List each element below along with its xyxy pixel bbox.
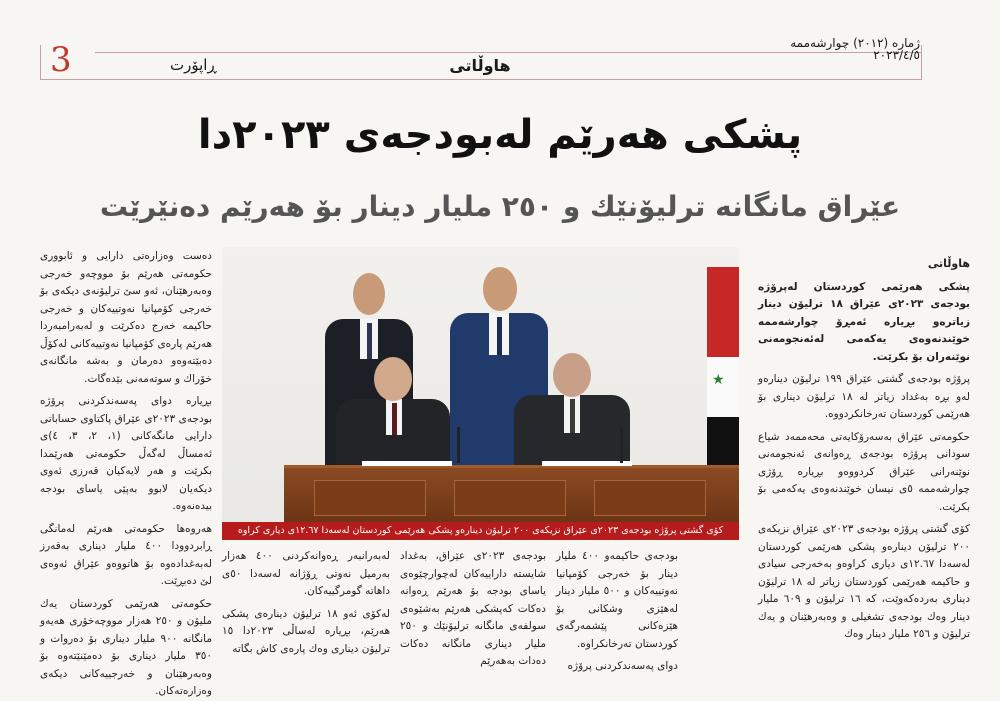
- paragraph: لەبەرانبەر ڕەوانەکردنی ٤٠٠ هەزار بەرمیل نەوتی ڕۆژانه لەسەدا ٥٠ی داهاته گومرگییەکان.: [222, 550, 390, 597]
- article-column-bottom-1: [556, 548, 678, 672]
- paragraph: دوای پەسەندکردنی پرۆژه: [567, 660, 678, 672]
- document-paper: [542, 461, 632, 466]
- article-column-bottom-3: [222, 548, 390, 655]
- section-name: ڕاپۆرت: [170, 56, 217, 74]
- article-column-right: [758, 255, 970, 650]
- issue-info: ژماره (٢٠١٢) چوارشەممه: [790, 36, 920, 50]
- byline: هاوڵاتی: [927, 257, 970, 270]
- header-rule-top: [95, 52, 922, 53]
- masthead-logo: هاوڵاتی: [449, 56, 511, 75]
- news-photo: [222, 247, 739, 522]
- paragraph: حکومەتی هەرێمی کوردستان یەك ملیۆن و ٢٥٠ هەزار مووچەخۆری هەیەو مانگانه ٩٠٠ ملیار دیناری بۆ دەروات و ٣٥٠ ملیار دیناری بۆ دەمێنێتەوه بۆ وەبەرهێنان و خەرجییەکانی دیکەی وەزارەتەکان.: [40, 597, 212, 697]
- header-rule-left: [40, 45, 41, 80]
- paragraph: بودجەی ٢٠٢٣ی عێراق، بەغداد شایسته داراییەکان لەچوارچێوەی یاسای بودجه بۆ هەرێم ڕەوانه دەکات که‌پشکی هەرێم بەشێوەی سولفەی مانگانه ترلیۆنێك و ٢٥٠ ملیار دیناری مانگانه دەکات دەدات به‌هەرێم: [400, 550, 546, 667]
- paragraph: کۆی گشتی پرۆژه بودجەی ٢٠٢٣ی عێراق نزیکەی ٢٠٠ ترلیۆن دیناره‌و پشکی هەرێمی کوردستان لەسەدا ١٢.٦٧ی دیاری کراوەو بەخەرجی سیادی و حاکیمه هەرێمی کوردستان زیاتر له ١٨ ترلیۆن دیناری بەرده‌کەوێت، که ١٦ ترلیۆن و ٦٠٩ ملیار دینار وەك بودجەی تشغیلی و وەبەرهێنان و یەك ترلیۆن و ٢٥٦ ملیار دینار وەك: [758, 523, 970, 640]
- article-column-left: [40, 248, 213, 697]
- lead-paragraph: پشکی هەرێمی کوردستان لەپرۆژه بودجەی ٢٠٢٣ی عێراق ١٨ ترلیۆن دینار زیاتره‌و بڕیاره ئەمڕۆ چوارشەممه خوێندنەوەی یەکەمی لەئەنجومەنی نوێنەران بۆ بکرێت.: [758, 280, 970, 363]
- signing-desk: [284, 465, 739, 525]
- paragraph: بڕیاره دوای پەسەندکردنی پرۆژه بودجەی ٢٠٢٣ی عێراق پاکتاوی حساباتی دارایی مانگەکانی (١، ٢، ٣، ٤)ی ئەمساڵ لەگەڵ حکومەتی هەرێمدا بکرێت و هەر لایەکیان قەرزی ئەوی دیکەیان لابوو بەپێی یاسای بودجه بیدەنەوه.: [40, 395, 213, 512]
- paragraph: پرۆژه بودجەی گشتی عێراق ١٩٩ ترلیۆن دیناره‌و لەو بڕه بەغداد زیاتر له ١٨ ترلیۆن دیناری بۆ هەرێمی کوردستان تەرخانکردووه.: [758, 373, 970, 420]
- paragraph: حکومەتی عێراق بەسەرۆکایەتی محەممەد شیاع سودانی پرۆژه بودجەی ڕەوانەی ئەنجومەنی نوێنەرانی عێراق کردووەو بڕیاره ڕۆژی چوارشەممه ٥ی نیسان خوێندنەوەی یەکەمی بۆ بکرێت.: [758, 430, 970, 513]
- header-rule-right: [921, 45, 922, 80]
- flag-stripe-black: [707, 417, 739, 465]
- article-column-bottom-2: [400, 548, 546, 667]
- header-rule-bottom: [40, 79, 922, 80]
- microphone-icon: [620, 427, 623, 463]
- subheadline: عێراق مانگانه ترلیۆنێك و ٢٥٠ ملیار دینار بۆ هەرێم دەنێرێت: [99, 190, 901, 223]
- paragraph: لەکۆی ئەو ١٨ ترلیۆن دینارەی پشکی هەرێم، بڕیاره لەساڵی ٢٠٢٣دا ١٥ ترلیۆن دیناری وەك پارەی کاش بگاته: [222, 607, 390, 655]
- photo-caption: کۆی گشتی پرۆژه بودجه‌ی ٢٠٢٣ی عێراق نزیکه‌ی ٢٠٠ ترلیۆن دیناره‌و پشکی هەرێمی کوردستان لەسەدا ١٢.٦٧ی دیاری کراوه: [222, 522, 739, 540]
- paragraph: هەروەها حکومەتی هەرێم لەمانگی ڕابردوودا ٤٠٠ ملیار دیناری بەقەرز لەبەغدادەوه بۆ هاتووەو عێراق ئەوەی لێ دەبڕێت.: [40, 522, 212, 587]
- issue-date: ٢٠٢٣/٤/٥: [873, 48, 920, 62]
- paragraph: بودجەی حاکیمه‌و ٤٠٠ ملیار دینار بۆ خەرجی کۆمپانیا نەوتییەکان و ٥٠٠ ملیار دینار لەهێزی وشکانی بۆ هێزەکانی پێشمەرگەی کوردستان تەرخانکراوه.: [556, 550, 678, 650]
- page-number: 3: [50, 40, 72, 80]
- microphone-icon: [457, 427, 460, 463]
- paragraph: دەست وەزارەتی دارایی و ئابووری حکومەتی هەرێم بۆ مووچەو خەرجی وەبەرهێنان، ئەو سێ ترلیۆنەی دیکەی بۆ خەرجی کۆمپانیا نەوتییەکان و خەرجی حاکیمه خەرج دەکرێت و لەبەرامبەردا هەرێم پارەی کۆمپانیا نەوتییەکانی لەکۆڵ دەبێتەوەو دەرمان و بەشه مانگانەی خۆراك و سوتەمەنی بێدەگات.: [40, 250, 212, 385]
- document-paper: [362, 461, 452, 466]
- headline: پشکی هەرێم لەبودجەی ٢٠٢٣دا: [197, 112, 803, 158]
- flag-emblem-text: ★: [712, 372, 725, 388]
- flag-stripe-red: [707, 267, 739, 357]
